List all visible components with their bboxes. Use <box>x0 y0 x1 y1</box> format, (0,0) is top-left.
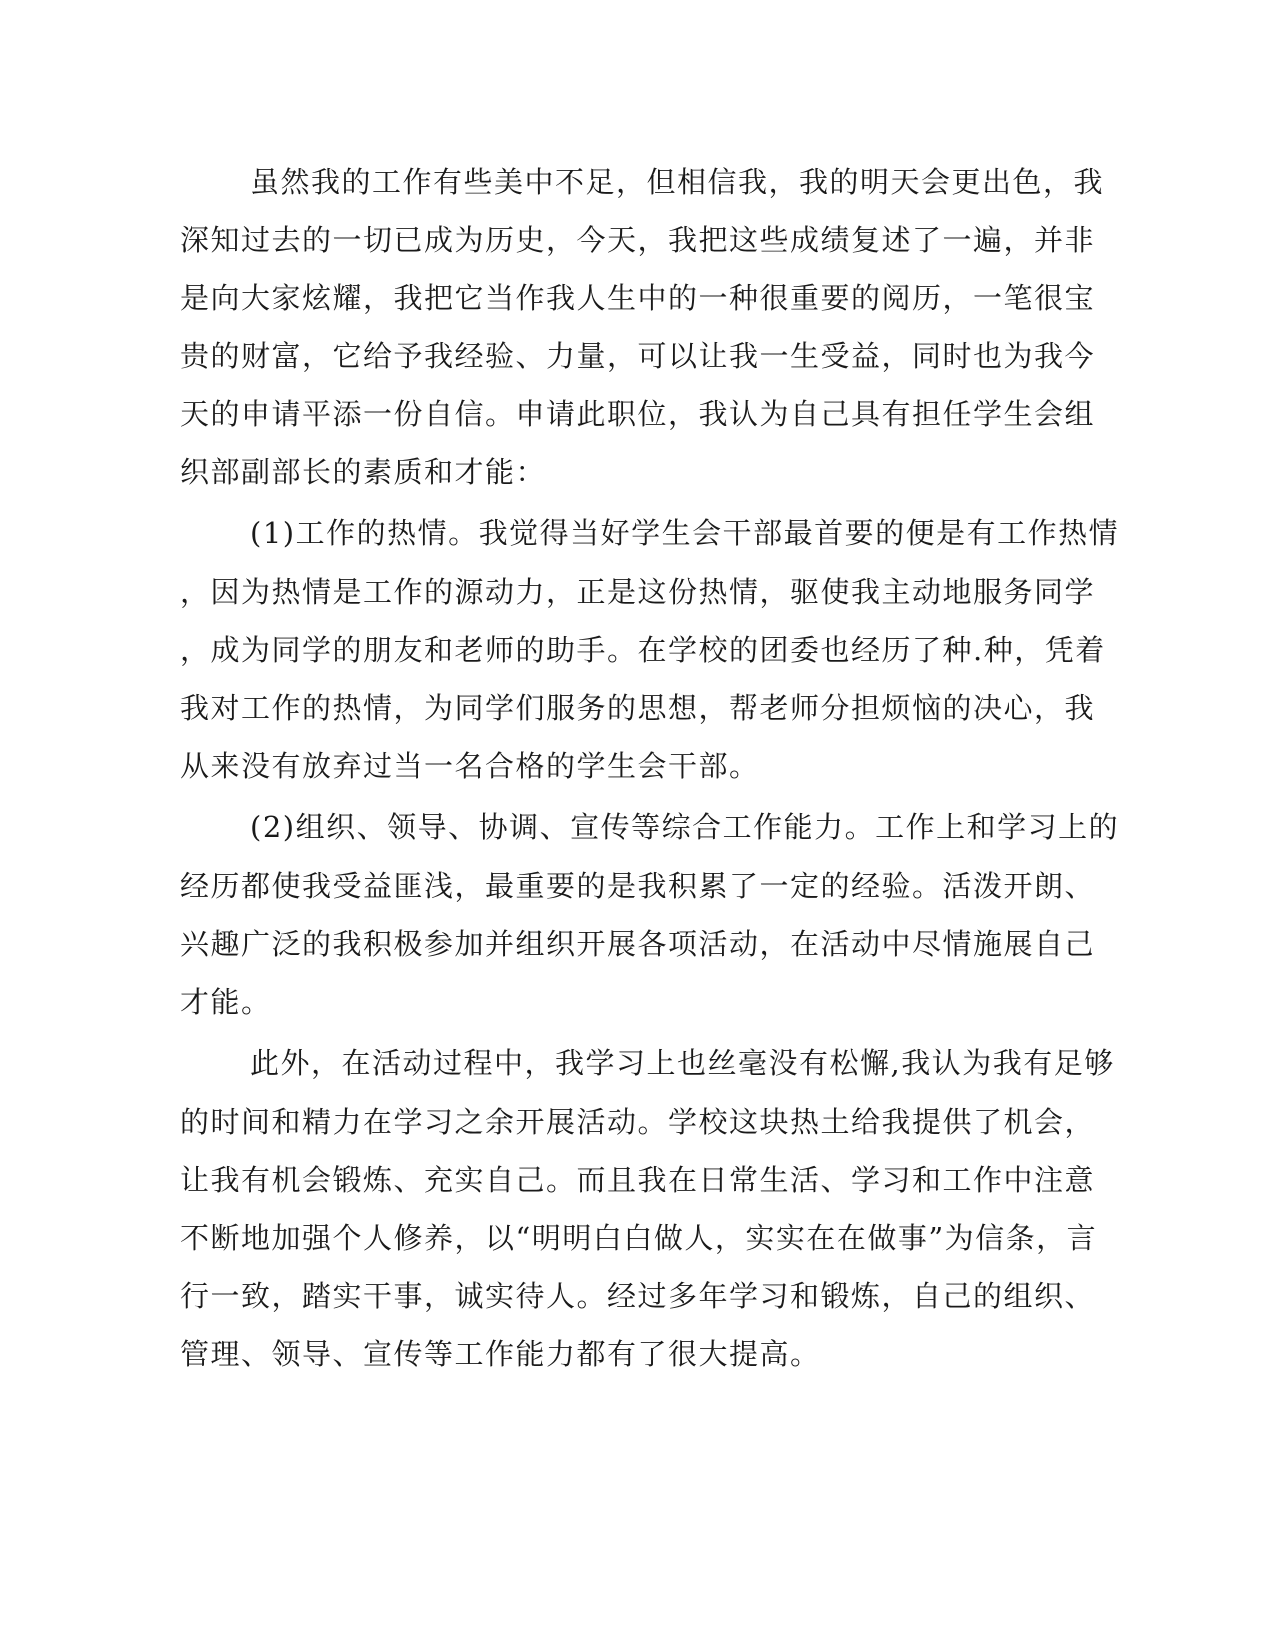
paragraph-2-line-2: ，因为热情是工作的源动力，正是这份热情，驱使我主动地服务同学 <box>180 575 1096 609</box>
paragraph-4-line-4: 不断地加强个人修养，以“明明白白做人，实实在在做事”为信条，言 <box>180 1221 1098 1255</box>
paragraph-4-line-1: 此外，在活动过程中，我学习上也丝毫没有松懈,我认为我有足够 <box>250 1046 1115 1080</box>
paragraph-4-line-5: 行一致，踏实干事，诚实待人。经过多年学习和锻炼，自己的组织、 <box>180 1279 1096 1313</box>
paragraph-3-line-4: 才能。 <box>180 985 272 1019</box>
paragraph-3-line-2: 经历都使我受益匪浅，最重要的是我积累了一定的经验。活泼开朗、 <box>180 869 1096 903</box>
paragraph-2-line-5: 从来没有放弃过当一名合格的学生会干部。 <box>180 749 760 783</box>
paragraph-2-line-1: (1)工作的热情。我觉得当好学生会干部最首要的便是有工作热情 <box>250 516 1120 550</box>
paragraph-4-line-3: 让我有机会锻炼、充实自己。而且我在日常生活、学习和工作中注意 <box>180 1163 1096 1197</box>
paragraph-2-line-3: ，成为同学的朋友和老师的助手。在学校的团委也经历了种.种，凭着 <box>180 633 1106 667</box>
paragraph-1-line-5: 天的申请平添一份自信。申请此职位，我认为自己具有担任学生会组 <box>180 397 1096 431</box>
paragraph-1-line-6: 织部副部长的素质和才能： <box>180 455 547 489</box>
paragraph-3-line-1: (2)组织、领导、协调、宣传等综合工作能力。工作上和学习上的 <box>250 810 1120 844</box>
paragraph-2-line-4: 我对工作的热情，为同学们服务的思想，帮老师分担烦恼的决心，我 <box>180 691 1096 725</box>
paragraph-1-line-4: 贵的财富，它给予我经验、力量，可以让我一生受益，同时也为我今 <box>180 339 1096 373</box>
paragraph-4-line-6: 管理、领导、宣传等工作能力都有了很大提高。 <box>180 1337 821 1371</box>
paragraph-1-line-2: 深知过去的一切已成为历史，今天，我把这些成绩复述了一遍，并非 <box>180 223 1096 257</box>
paragraph-4-line-2: 的时间和精力在学习之余开展活动。学校这块热土给我提供了机会， <box>180 1105 1096 1139</box>
paragraph-3-line-3: 兴趣广泛的我积极参加并组织开展各项活动，在活动中尽情施展自己 <box>180 927 1096 961</box>
paragraph-1-line-1: 虽然我的工作有些美中不足，但相信我，我的明天会更出色，我 <box>250 165 1105 199</box>
paragraph-1-line-3: 是向大家炫耀，我把它当作我人生中的一种很重要的阅历，一笔很宝 <box>180 281 1096 315</box>
